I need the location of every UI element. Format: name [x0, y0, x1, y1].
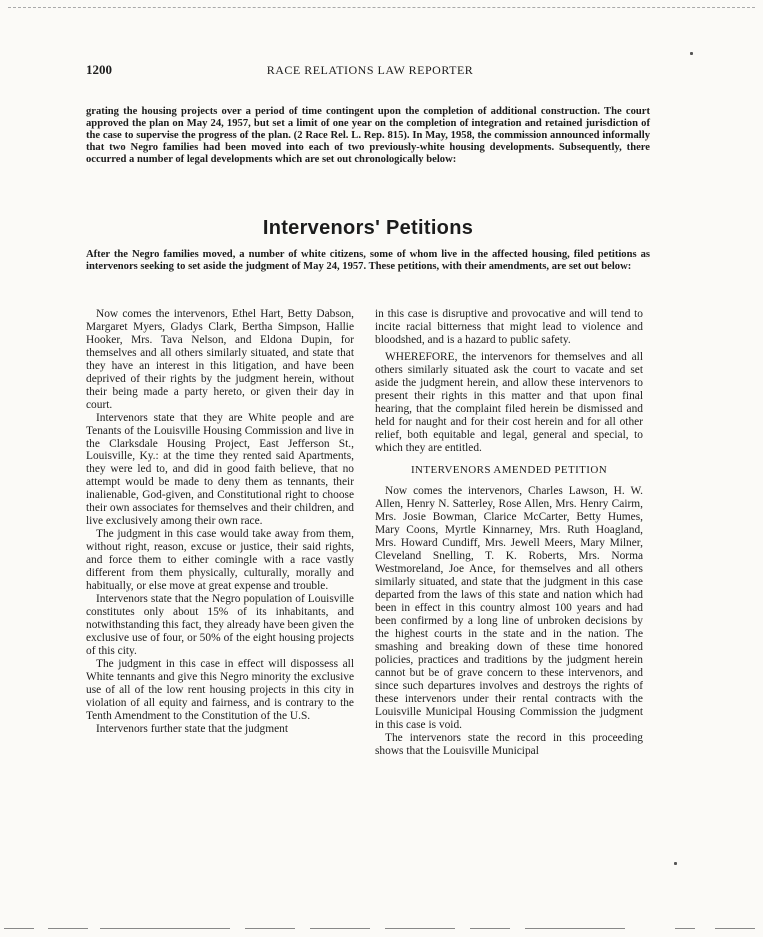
edge-tick: [245, 928, 295, 929]
left-column: [86, 308, 354, 868]
edge-tick: [470, 928, 510, 929]
petition-paragraph: The judgment in this case would take away from them, without right, reason, excuse or justice, their said rights, and force them to either comingle with a race vastly different from them physically, culturally, morally and habitually, or else move at great expense and trouble.: [86, 528, 354, 593]
section-title: Intervenors' Petitions: [262, 217, 474, 239]
top-dashed-border: [8, 7, 755, 8]
wherefore-paragraph: WHEREFORE, the intervenors for themselves and all others similarly situated ask the court to vacate and set aside the judgment herein, and allow these intervenors to present their rights in this matter and that upon final hearing, that the complaint filed herein be dismissed and held for naught and for their cost herein and for all other relief, both equitable and legal, general and special, to which they are entitled.: [375, 350, 643, 454]
edge-tick: [715, 928, 755, 929]
petition-paragraph: The judgment in this case in effect will dispossess all White tennants and give this Negro minority the exclusive use of all of the low rent housing projects in this city in violation of all equity and fairness, and is contrary to the Tenth Amendment to the Constitution of the U.S.: [86, 657, 354, 722]
amended-petition-paragraph: The intervenors state the record in this proceeding shows that the Louisville Municipal: [375, 731, 643, 757]
edge-tick: [48, 928, 88, 929]
petition-paragraph: Now comes the intervenors, Ethel Hart, Betty Dabson, Margaret Myers, Gladys Clark, Bertha Simpson, Hallie Hooker, Mrs. Tava Nelson, and Eldona Dupin, for themselves and all others similarly situated, and state that they have an interest in this litigation, and have been deprived of their rights by the judgment herein, without their being made a party hereto, or given their day in court.: [86, 308, 354, 411]
petition-paragraph: Intervenors further state that the judgment: [96, 722, 288, 735]
scan-speck: [674, 862, 677, 865]
edge-tick: [310, 928, 370, 929]
amended-petition-heading: INTERVENORS AMENDED PETITION: [410, 464, 608, 477]
amended-petition-paragraph: Now comes the intervenors, Charles Lawson, H. W. Allen, Henry N. Satterley, Rose Allen, Mrs. Henry Cairm, Mrs. Josie Bowman, Clarice McCarter, Betty Humes, Mary Coons, Myrtle Kinnarney, Mrs. Ruth Hoagland, Mrs. Howard Cundiff, Mrs. Jewell Meers, Mary Milner, Cleveland Snelling, T. K. Roberts, Mrs. Norma Westmoreland, Joe Ance, for themselves and all others similarly situated, and state that the judgment in this case departed from the laws of this state and nation which had been in effect in this country almost 100 years and had been confirmed by a long line of unbroken decisions by the highest courts in the state and in the nation. The smashing and breaking down of these time honored policies, practices and traditions by the judgment herein cannot but be of grave concern to these intervenors, and since such departures involves and destroys the rights of these intervenors under their rental contracts with the Louisville Municipal Housing Commission the judgment in this case is void.: [375, 485, 643, 731]
bottom-edge-marks: [0, 928, 763, 934]
right-column: [375, 308, 643, 868]
edge-tick: [675, 928, 695, 929]
running-head: RACE RELATIONS LAW REPORTER: [266, 63, 474, 77]
petition-paragraph: Intervenors state that the Negro population of Louisville constitutes only about 15% of its inhabitants, and notwithstanding this fact, they already have been given the exclusive use of four, or 50% of the eight housing projects of this city.: [86, 592, 354, 657]
page-number: 1200: [86, 62, 112, 77]
petition-paragraph: Intervenors state that they are White people and are Tenants of the Louisville Housing Commission and live in the Clarksdale Housing Project, East Jefferson St., Louisville, Ky.: at the time they rented said Apartments, they were led to, and did in good faith believe, that no attempt would be made to deny them as tennants, their inalienable, God-given, and Constitutional right to choose their own associates for themselves and their children, and live exclusively among their own race.: [86, 411, 354, 528]
continuation-paragraph: in this case is disruptive and provocative and will tend to incite racial bitterness that might lead to violence and bloodshed, and is a hazard to public safety.: [375, 308, 643, 346]
edge-tick: [100, 928, 230, 929]
edge-tick: [4, 928, 34, 929]
lead-paragraph: After the Negro families moved, a number of white citizens, some of whom live in the affected housing, filed petitions as intervenors seeking to set aside the judgment of May 24, 1957. These petitions, with their amendments, are set out below:: [86, 249, 650, 272]
page-header: [86, 62, 654, 80]
edge-tick: [385, 928, 455, 929]
intro-paragraph: grating the housing projects over a period of time contingent upon the completion of additional construction. The court approved the plan on May 24, 1957, but set a limit of one year on the completion of integration and retained jurisdiction of the case to supervise the progress of the plan. (2 Race Rel. L. Rep. 815). In May, 1958, the commission announced informally that two Negro families had been moved into each of two previously-white housing developments. Subsequently, there occurred a number of legal developments which are set out chronologically below:: [86, 106, 650, 165]
scan-speck: [690, 52, 693, 55]
edge-tick: [525, 928, 625, 929]
